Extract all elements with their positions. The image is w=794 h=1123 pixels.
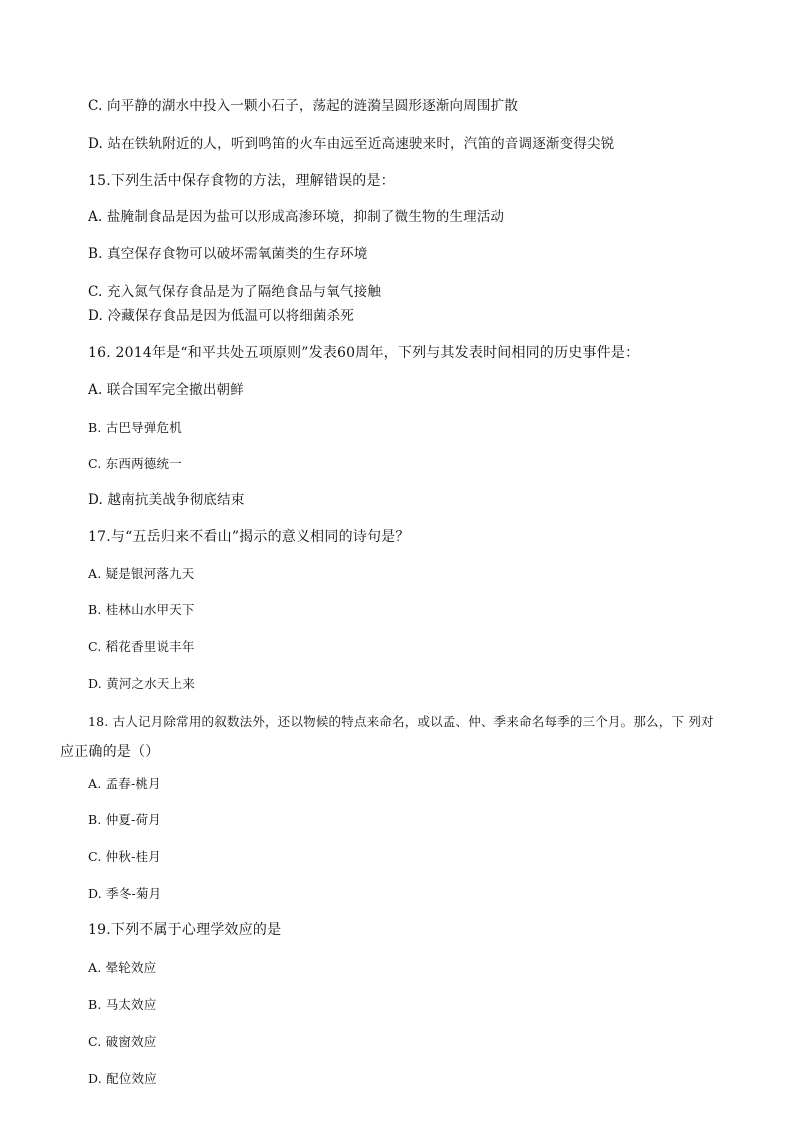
q15-option-a: A. 盐腌制食品是因为盐可以形成高渗环境，抑制了微生物的生理活动 — [88, 209, 505, 225]
q18-option-d: D. 季冬-菊月 — [88, 886, 162, 901]
q19-option-c: C. 破窗效应 — [88, 1034, 157, 1049]
q17-option-a: A. 疑是银河落九天 — [88, 566, 195, 581]
q19-option-b: B. 马太效应 — [88, 997, 157, 1012]
q18-option-a: A. 孟春-桃月 — [88, 776, 161, 791]
q17-stem: 17.与“五岳归来不看山”揭示的意义相同的诗句是？ — [88, 529, 410, 545]
q16-option-b: B. 古巴导弹危机 — [88, 420, 182, 435]
q16-option-a: A. 联合国军完全撤出朝鲜 — [88, 382, 244, 398]
q15-stem: 15.下列生活中保存食物的方法，理解错误的是： — [88, 173, 395, 189]
q18-option-c: C. 仲秋-桂月 — [88, 849, 161, 864]
q19-option-d: D. 配位效应 — [88, 1071, 157, 1086]
q15-option-c: C. 充入氮气保存食品是为了隔绝食品与氧气接触 — [88, 284, 382, 300]
q15-option-b: B. 真空保存食物可以破坏需氧菌类的生存环境 — [88, 246, 368, 262]
q15-option-d: D. 冷藏保存食品是因为低温可以将细菌杀死 — [88, 308, 355, 324]
q16-stem: 16. 2014年是“和平共处五项原则”发表60周年，下列与其发表时间相同的历史事件是： — [88, 345, 640, 361]
q19-option-a: A. 晕轮效应 — [88, 960, 157, 975]
q18-stem-continued: 应正确的是（） — [60, 744, 160, 760]
q17-option-b: B. 桂林山水甲天下 — [88, 602, 195, 617]
q18-option-b: B. 仲夏-荷月 — [88, 812, 161, 827]
q17-option-c: C. 稻花香里说丰年 — [88, 639, 195, 654]
q14-option-c: C. 向平静的湖水中投入一颗小石子，荡起的涟漪呈圆形逐渐向周围扩散 — [88, 98, 519, 114]
q14-option-d: D. 站在铁轨附近的人，听到鸣笛的火车由远至近高速驶来时，汽笛的音调逐渐变得尖锐 — [88, 136, 615, 152]
q17-option-d: D. 黄河之水天上来 — [88, 676, 196, 691]
q16-option-d: D. 越南抗美战争彻底结束 — [88, 492, 245, 508]
q18-stem: 18. 古人记月除常用的叙数法外，还以物候的特点来命名，或以孟、仲、季来命名每季的三个月。那么，下 列对 — [88, 714, 714, 729]
q16-option-c: C. 东西两德统一 — [88, 456, 182, 471]
q19-stem: 19.下列不属于心理学效应的是 — [88, 922, 282, 938]
